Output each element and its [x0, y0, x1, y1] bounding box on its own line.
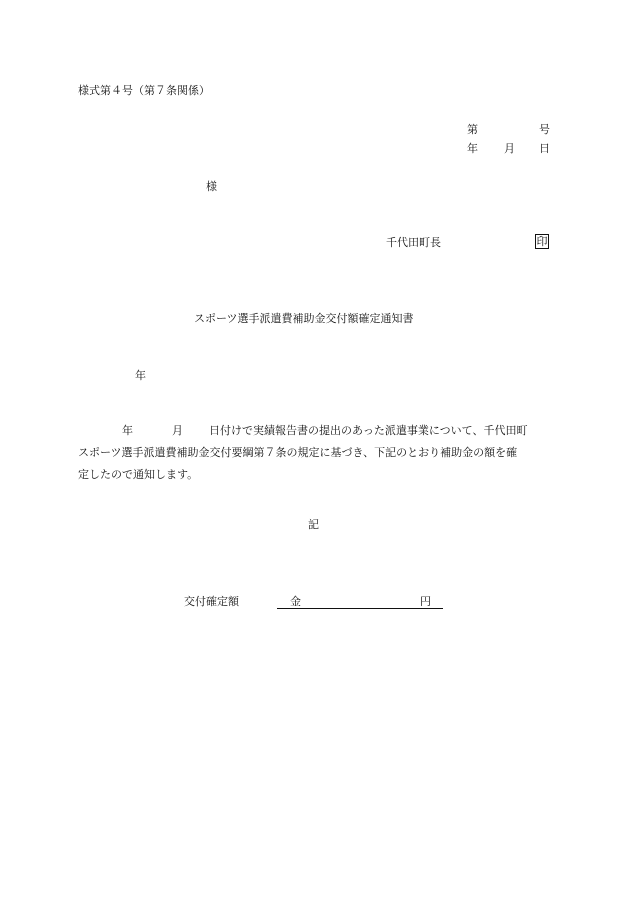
- addressee-honorific: 様: [206, 180, 217, 193]
- amount-label: 交付確定額: [184, 595, 239, 608]
- seal-box: 印: [536, 235, 548, 248]
- document-number-prefix: 第: [467, 123, 478, 136]
- ki-heading: 記: [308, 518, 319, 531]
- body-paragraph: [78, 420, 550, 486]
- body-year-label: 年: [122, 424, 133, 437]
- fiscal-year-label: 年: [135, 369, 146, 382]
- body-line-1-text: 日付けで実績報告書の提出のあった派遣事業について、千代田町: [209, 424, 528, 437]
- body-month-label: 月: [172, 424, 183, 437]
- amount-suffix: 円: [420, 595, 431, 608]
- date-month-label: 月: [504, 142, 515, 155]
- document-title: スポーツ選手派遣費補助金交付額確定通知書: [194, 312, 414, 325]
- sender-name: 千代田町長: [386, 236, 441, 249]
- date-day-label: 日: [539, 142, 550, 155]
- body-line-2: スポーツ選手派遣費補助金交付要綱第７条の規定に基づき、下記のとおり補助金の額を確: [78, 446, 518, 459]
- form-number: 様式第４号（第７条関係）: [78, 84, 210, 97]
- date-year-label: 年: [467, 142, 478, 155]
- amount-field: [277, 594, 443, 609]
- amount-prefix: 金: [290, 595, 301, 608]
- document-number-suffix: 号: [539, 123, 550, 136]
- body-line-1: [78, 420, 550, 442]
- body-line-3: 定したので通知します。: [78, 468, 199, 481]
